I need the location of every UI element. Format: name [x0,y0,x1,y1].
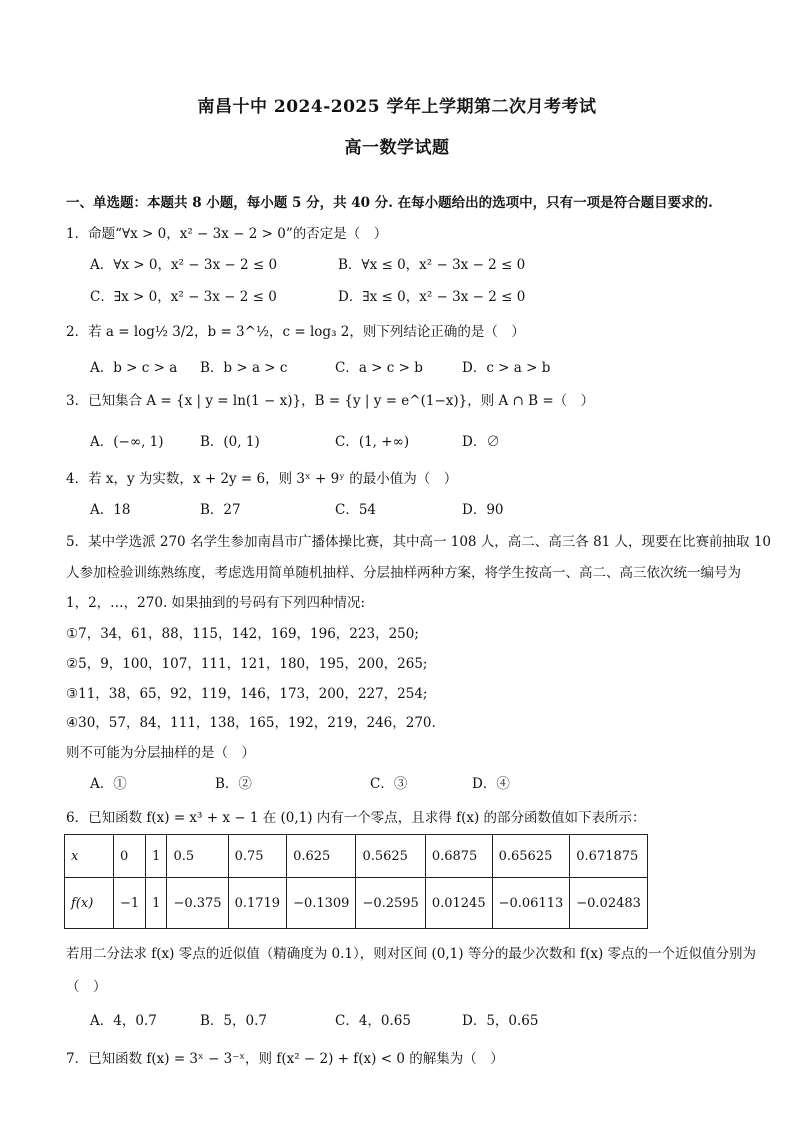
q2-option-c: C．a > c > b [335,360,423,376]
table-cell: f(x) [65,878,114,929]
question-5-prompt: 则不可能为分层抽样的是（ ） [66,745,255,761]
q2-option-b: B．b > a > c [200,360,288,376]
table-row-fx [65,878,648,929]
exam-title: 南昌十中 2024-2025 学年上学期第二次月考考试 [197,97,597,117]
question-3-stem: 3．已知集合 A = {x | y = ln(1 − x)}，B = {y | y = e^(1−x)}，则 A ∩ B =（ ） [66,393,595,409]
question-6-bracket: （ ） [66,979,107,995]
question-6-stem: 6．已知函数 f(x) = x³ + x − 1 在 (0,1) 内有一个零点，且求得 f(x) 的部分函数值如下表所示： [66,810,646,826]
table-cell: 0.65625 [492,835,570,878]
table-cell: 0.75 [228,835,287,878]
table-cell: −0.02483 [570,878,648,929]
table-cell: 0.1719 [228,878,287,929]
table-cell: 0.625 [287,835,356,878]
question-1-stem: 1．命题“∀x > 0，x² − 3x − 2 > 0”的否定是（ ） [66,226,388,242]
question-7-stem: 7．已知函数 f(x) = 3ˣ − 3⁻ˣ，则 f(x² − 2) + f(x) < 0 的解集为（ ） [66,1051,504,1067]
question-6-followup: 若用二分法求 f(x) 零点的近似值（精确度为 0.1），则对区间 (0,1) 等分的最少次数和 f(x) 零点的一个近似值分别为 [66,946,757,962]
q4-option-b: B．27 [200,502,241,518]
question-4-stem: 4．若 x，y 为实数，x + 2y = 6，则 3ˣ + 9ʸ 的最小值为（ ） [66,471,458,487]
q4-option-d: D．90 [462,502,504,518]
q3-option-b: B．(0, 1) [200,434,260,450]
table-cell: 0.5 [167,835,228,878]
q5-option-b: B．② [215,776,252,792]
table-cell: 0.671875 [570,835,648,878]
q2-option-d: D．c > a > b [462,360,551,376]
q1-option-c: C．∃x > 0，x² − 3x − 2 ≤ 0 [90,289,277,305]
section-heading: 一、单选题：本题共 8 小题，每小题 5 分，共 40 分. 在每小题给出的选项中，只有一项是符合题目要求的. [66,195,713,211]
table-cell: 1 [146,878,167,929]
q1-option-a: A．∀x > 0，x² − 3x − 2 ≤ 0 [90,257,278,273]
exam-subtitle: 高一数学试题 [344,138,450,158]
q6-option-c: C．4，0.65 [335,1013,411,1029]
question-5-line-2: 人参加检验训练熟练度，考虑选用简单随机抽样、分层抽样两种方案，将学生按高一、高二、高三依次统一编号为 [66,565,741,581]
table-cell: 0.5625 [356,835,425,878]
table-row-x [65,835,648,878]
table-cell: 0.01245 [425,878,492,929]
function-value-table [64,834,648,929]
q1-option-b: B．∀x ≤ 0，x² − 3x − 2 ≤ 0 [338,257,526,273]
q5-option-d: D．④ [472,776,510,792]
q3-option-a: A．(−∞, 1) [90,434,164,450]
q4-option-c: C．54 [335,502,377,518]
q5-case-2: ②5，9，100，107，111，121，180，195，200，265; [66,656,428,672]
q6-option-b: B．5，0.7 [200,1013,267,1029]
q6-option-a: A．4，0.7 [90,1013,157,1029]
q2-option-a: A．b > c > a [90,360,178,376]
question-5-line-3: 1，2，…，270. 如果抽到的号码有下列四种情况: [66,595,366,611]
table-cell: −1 [114,878,146,929]
table-cell: −0.1309 [287,878,356,929]
table-cell: −0.375 [167,878,228,929]
question-5-line-1: 5．某中学选派 270 名学生参加南昌市广播体操比赛，其中高一 108 人，高二、高三各 81 人，现要在比赛前抽取 10 [66,534,772,550]
table-cell: −0.2595 [356,878,425,929]
q4-option-a: A．18 [90,502,131,518]
question-2-stem: 2．若 a = log½ 3/2，b = 3^½，c = log₃ 2，则下列结论正确的是（ ） [66,324,525,340]
table-cell: 1 [146,835,167,878]
q1-option-d: D．∃x ≤ 0，x² − 3x − 2 ≤ 0 [338,289,526,305]
q6-option-d: D．5，0.65 [462,1013,539,1029]
q5-option-a: A．① [90,776,127,792]
q5-option-c: C．③ [370,776,408,792]
q5-case-3: ③11，38，65，92，119，146，173，200，227，254; [66,686,428,702]
table-cell: x [65,835,114,878]
q5-case-1: ①7，34，61，88，115，142，169，196，223，250; [66,626,419,642]
q3-option-c: C．(1, +∞) [335,434,410,450]
table-cell: −0.06113 [492,878,570,929]
table-cell: 0 [114,835,146,878]
q5-case-4: ④30，57，84，111，138，165，192，219，246，270. [66,715,436,731]
q3-option-d: D．∅ [462,434,500,450]
table-cell: 0.6875 [425,835,492,878]
